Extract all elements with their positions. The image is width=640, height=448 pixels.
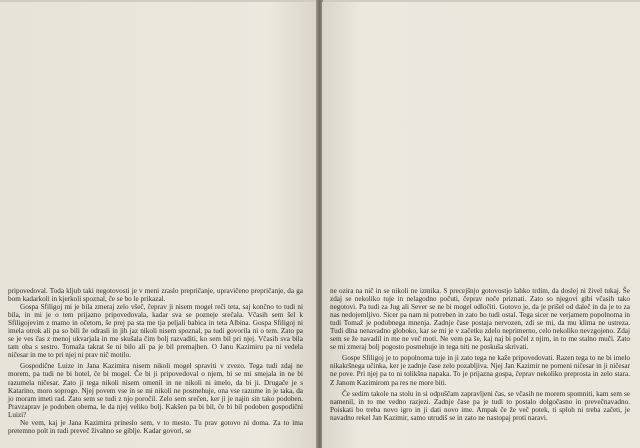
right-paragraph-3: Če sedim takole na stolu in si odpuščam zapravljeni čas, se včasih ne morem spomniti, kam sem se namenil, in to me vedno razjezi. Zadnje čase pa je tudi to postalo dolgočasno in prevečnavadno. Poiskati bo treba novo igro in ji dati novo ime. Ampak če že več potek, ti sploh ni treba začeti, je navadno rekel Jan Kazimir, samo utrudiš se in zato ne nastopaj proti naravi.: [330, 389, 630, 422]
left-paragraph-1: pripovedoval. Toda kljub taki negotovosti je v meni zraslo prepričanje, upravičeno prepričanje, da ga bom kadarkoli in kjerkoli spoznal, če se bo le prikazal.: [8, 287, 303, 304]
left-paragraph-2: Gospa Sfiligoj mi je bila zmeraj zelo všeč, čeprav ji nisem mogel reči teta, saj končno to tudi ni bila, in mi je o tem prijazno pripovedovala, kadar sva se pozneje srečala. Včasih sem šel k Sfiligojevim z mamo in očetom, še prej pa sta me tja peljali babica in teta Albina. Gospa Sfiligoj ni imela otrok ali pa so bili že odrasli in jih jaz nikoli nisem spoznal, pa tudi govorila ni o tem. Zato pa se je ves čas z menoj ukvarjala in me skušala čim bolj razvaditi, ko sem bil pri njej. Včasih sva bila tam oba s sestro. Tomaža takrat še ni bilo ali pa je bil premajhen. O Janu Kazimiru pa ni vedela ničesar in me to pri njej ni prav nič motilo.: [8, 303, 303, 360]
left-paragraph-4: Ne vem, kaj je Jana Kazimira prineslo sem, v to mesto. Tu prav gotovo ni doma. Za to ima pretemno polt in tudi preveč živahno se giblje. Kadar govori, se: [8, 418, 303, 435]
right-paragraph-1: ne ozira na nič in se nikoli ne izmika. S precejšnjo gotovostjo lahko trdim, da doslej ni živel tukaj. Še zdaj se nekoliko tuje in nelagodno počuti, čeprav noče priznati. Zato so njegovi gibi včasih tako negotovi. Pa tudi za Jug ali Sever se ne bi mogel odločiti. Gotovo je, da je prišel od daleč in da je to za nas nedojemljivo. Sicer pa nam ni potreben in zato bo tudi ostal. Tega sicer ne verjamem popolnoma in tudi Tomaž je podobnega mnenja. Zadnje čase postaja nervozen, zdi se mi, da mu klima ne ustreza. Tudi dlna nenavadno globoko, kar se mi je v začetku zdelo neprimerno, celo nekoliko nevzgojeno. Zdaj sem se že navadil in me ne več moti. Ne vem pa še, kaj naj bi počel z njim, in to me stalno muči. Zato se mi zmeraj bolj pogosto posmehuje in tega niti ne poskuša skrivati.: [330, 287, 630, 352]
right-page: [322, 2, 640, 448]
left-page-text: [8, 287, 303, 435]
right-page-text: [330, 287, 630, 422]
left-paragraph-3: Gospodične Luize in Jana Kazimira nisem nikoli mogel spraviti v zvezo. Tega tudi zdaj ne morem, pa tudi ne bi hotel, če bi mogel. Če bi ji pripovedoval o njem, bi se mi smejala in ne bi razumela ničesar. Zato ji tega nikoli nisem omenil in ne nikoli ni imelo, da bi ji. Drugače je s Katarino, moro soprogo. Njej povem vse in se mi nikoli ne posmehuje, ona vse razume in je taka, da jo moram imeti rad. Zato sem se tudi z njo poročil. Zelo sem srečen, ker ji je najin sin tako podoben. Pravzaprav je podoben obema, le da njej veliko bolj. Kakšen pa bi bil, če bi bil podoben gospodični Luizi?: [8, 362, 303, 419]
right-paragraph-2: Gospe Sfiligoj je to popolnoma tuje in ji zato tega ne kaže pripovedovati. Razen tega to ne bi imelo nikakršnega učinka, ker je zadnje čase zelo pozabljiva. Njej Jan Kazimir ne pomeni ničesar in ji ničesar ne pove. Pri njej pa to ni tolikšna napaka. To je prijazna gospa, čeprav nekoliko preprosta in zelo stara. Z Janom Kazimirom pa res ne more biti.: [330, 354, 630, 387]
left-page: [0, 2, 317, 448]
